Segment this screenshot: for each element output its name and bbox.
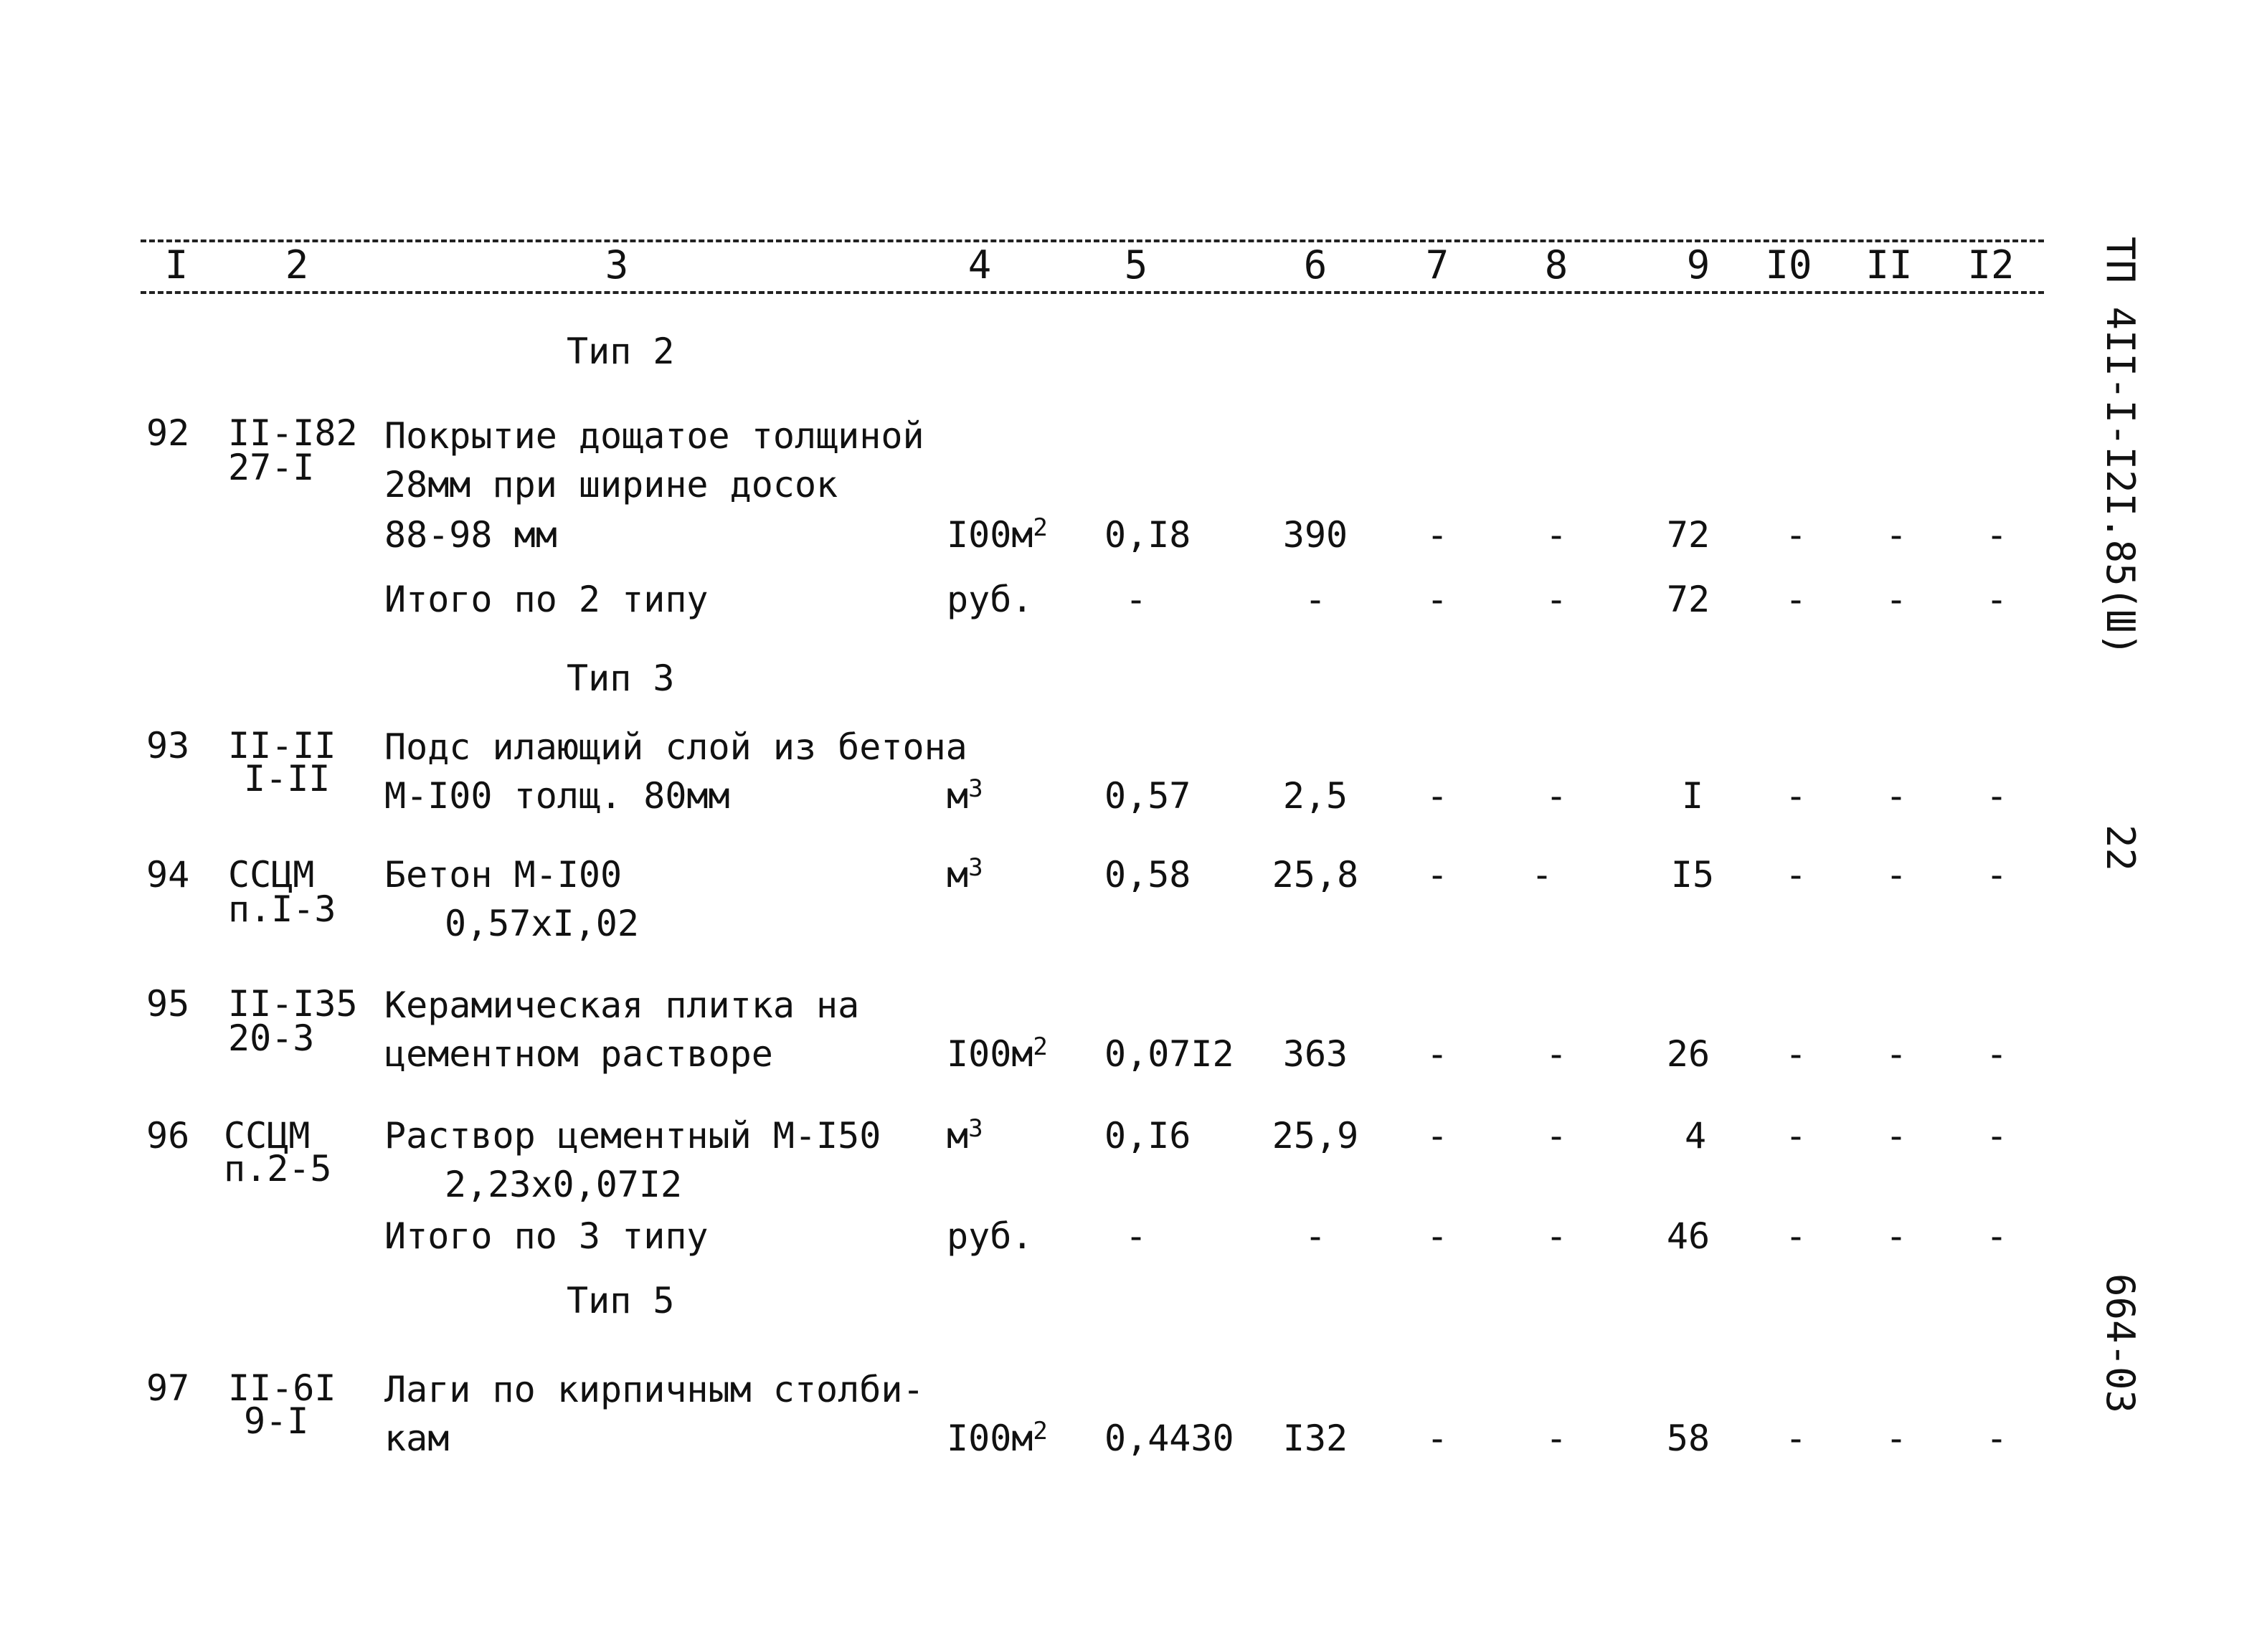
header-top-rule [141,239,2044,242]
column-header-4: 4 [967,242,992,288]
row-col-11: - [1885,1418,1908,1459]
row-col-7: - [1426,1418,1449,1459]
total-col-11: - [1885,579,1908,620]
row-col-10: - [1784,514,1807,556]
total-label: Итого по 3 типу [384,1215,709,1257]
row-description-line-2: 0,57хI,02 [445,903,639,944]
total-unit: руб. [947,1215,1033,1257]
section-type-label: Тип 5 [567,1280,675,1321]
row-col-12: - [1985,854,2008,896]
row-unit: $м^3$ [947,774,983,817]
row-col-8: - [1545,1033,1568,1075]
row-code-line-1: ССЦМ [228,854,315,896]
column-header-3: 3 [605,242,629,288]
row-code-line-1: II-6I [228,1367,336,1409]
row-code-line-1: II-I82 [228,412,358,454]
row-quantity: 0,07I2 [1104,1033,1234,1075]
total-col-5: - [1125,1215,1147,1257]
total-col-10: - [1784,1215,1807,1257]
row-description-line-1: Покрытие дощатое толщиной [384,415,924,457]
row-col-11: - [1885,1115,1908,1157]
row-unit-price: I32 [1282,1418,1348,1459]
column-header-2: 2 [285,242,309,288]
row-col-8: - [1545,775,1568,817]
row-code-line-2: п.I-3 [228,888,336,930]
row-code-line-1: ССЦМ [224,1115,311,1157]
row-unit: $м^3$ [947,853,983,896]
row-unit-price: 363 [1282,1033,1348,1075]
row-code-line-2: 27-I [228,447,315,488]
row-col-10: - [1784,1115,1807,1157]
row-unit-price: 390 [1282,514,1348,556]
row-col-7: - [1426,514,1449,556]
row-col-8: - [1530,854,1553,896]
row-col-10: - [1784,854,1807,896]
total-unit: руб. [947,579,1033,620]
row-col-11: - [1885,775,1908,817]
row-col-12: - [1985,514,2008,556]
row-col-7: - [1426,1033,1449,1075]
total-col-7: - [1426,579,1449,620]
row-col-12: - [1985,1418,2008,1459]
total-col-11: - [1885,1215,1908,1257]
total-col-8: - [1545,1215,1568,1257]
row-col-10: - [1784,775,1807,817]
row-description-line-1: Бетон М-I00 [384,854,623,896]
row-description-line-1: Керамическая плитка на [384,984,860,1026]
total-col-8: - [1545,579,1568,620]
row-quantity: 0,58 [1104,854,1191,896]
row-unit: $м^3$ [947,1114,983,1157]
total-col-7: - [1426,1215,1449,1257]
page-number: 22 [2098,825,2143,872]
document-code: ТП 4II-I-I2I.85(Ш) [2098,237,2143,657]
row-description-line-1: Лаги по кирпичным столби- [384,1369,924,1410]
row-quantity: 0,I8 [1104,514,1191,556]
row-code-line-1: II-I35 [228,983,358,1025]
row-unit-price: 25,8 [1272,854,1359,896]
row-quantity: 0,4430 [1104,1418,1234,1459]
row-code-line-2: 9-I [244,1400,309,1442]
row-unit-price: 2,5 [1282,775,1348,817]
header-bottom-rule [141,291,2044,294]
row-col-9: I [1681,775,1704,817]
row-code-line-1: II-II [228,725,336,766]
total-col-10: - [1784,579,1807,620]
total-col-12: - [1985,1215,2008,1257]
row-quantity: 0,57 [1104,775,1191,817]
total-col-9: 46 [1666,1215,1710,1257]
row-unit: $I00м^2$ [947,1417,1048,1459]
row-col-9: I5 [1670,854,1715,896]
row-col-9: 26 [1666,1033,1710,1075]
row-code-line-2: I-II [244,758,331,799]
column-header-7: 7 [1425,242,1449,288]
row-code-line-2: 20-3 [228,1017,315,1059]
row-col-11: - [1885,1033,1908,1075]
row-number: 97 [146,1367,190,1409]
row-unit-price: 25,9 [1272,1115,1359,1157]
column-header-8: 8 [1544,242,1568,288]
row-number: 96 [146,1115,190,1157]
row-description-line-1: Подс илающий слой из бетона [384,726,967,768]
row-col-7: - [1426,1115,1449,1157]
total-col-12: - [1985,579,2008,620]
row-description-line-1: Раствор цементный М-I50 [384,1115,881,1157]
total-col-6: - [1304,579,1327,620]
row-description-line-2: кам [384,1418,450,1459]
row-col-8: - [1545,1115,1568,1157]
total-col-5: - [1125,579,1147,620]
row-unit: $I00м^2$ [947,1032,1048,1075]
row-col-9: 58 [1666,1418,1710,1459]
column-header-6: 6 [1303,242,1328,288]
column-header-12: I2 [1967,242,2015,288]
section-type-label: Тип 3 [567,658,675,699]
row-col-9: 72 [1666,514,1710,556]
column-header-11: II [1865,242,1913,288]
column-header-1: I [164,242,189,288]
row-number: 95 [146,983,190,1025]
row-col-7: - [1426,775,1449,817]
row-description-line-2: 28мм при ширине досок [384,464,838,505]
section-type-label: Тип 2 [567,331,675,372]
column-header-5: 5 [1124,242,1148,288]
row-description-line-3: 88-98 мм [384,514,557,556]
column-header-10: I0 [1765,242,1812,288]
total-col-6: - [1304,1215,1327,1257]
column-header-9: 9 [1686,242,1710,288]
row-col-11: - [1885,854,1908,896]
row-col-10: - [1784,1418,1807,1459]
row-col-9: 4 [1684,1115,1707,1157]
row-col-12: - [1985,1115,2008,1157]
total-label: Итого по 2 типу [384,579,709,620]
row-unit: $I00м^2$ [947,513,1048,556]
row-description-line-2: М-I00 толщ. 80мм [384,775,730,817]
row-quantity: 0,I6 [1104,1115,1191,1157]
row-col-11: - [1885,514,1908,556]
row-col-8: - [1545,514,1568,556]
album-code: 664-03 [2098,1273,2143,1414]
row-col-12: - [1985,1033,2008,1075]
row-col-12: - [1985,775,2008,817]
total-col-9: 72 [1666,579,1710,620]
row-col-7: - [1426,854,1449,896]
row-code-line-2: п.2-5 [224,1148,332,1190]
row-description-line-2: цементном растворе [384,1033,773,1075]
row-number: 92 [146,412,190,454]
row-description-line-2: 2,23х0,07I2 [445,1164,683,1205]
row-col-8: - [1545,1418,1568,1459]
row-col-10: - [1784,1033,1807,1075]
row-number: 94 [146,854,190,896]
row-number: 93 [146,725,190,766]
